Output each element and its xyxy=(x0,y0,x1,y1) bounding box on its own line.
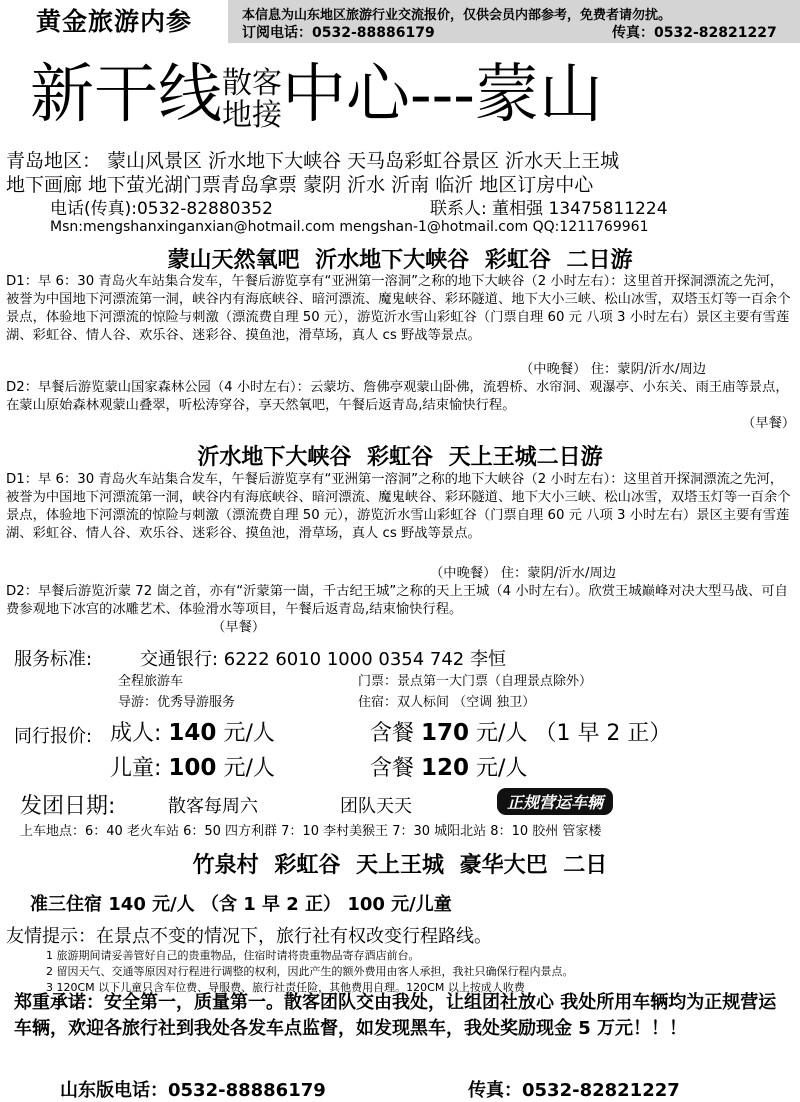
title-stack-top: 散客 xyxy=(222,65,282,101)
tour3-title: 竹泉村 彩虹谷 天上王城 豪华大巴 二日 xyxy=(192,853,608,878)
page-title xyxy=(30,55,603,135)
brand-name: 黄金旅游内参 xyxy=(0,0,228,43)
agency-im: Msn:mengshanxinganxian@hotmail.com mengshan-1@hotmail.com QQ:1211769961 xyxy=(50,219,649,235)
licensed-vehicle-badge: 正规营运车辆 xyxy=(497,788,613,815)
price-child-value: 100 xyxy=(168,755,217,781)
tour2-title: 沂水地下大峡谷 彩虹谷 天上王城二日游 xyxy=(197,445,603,470)
tour1-day2: D2：早餐后游览蒙山国家森林公园（4 小时左右）：云蒙坊、詹佛亭观蒙山卧佛，流碧桥、水帘洞、观瀑亭、小东关、雨王庙等景点，在蒙山原始森林观蒙山叠翠，听松涛穿谷，享天然氧吧，午餐后返青岛,结束愉快行程。 xyxy=(6,380,789,413)
header-banner xyxy=(0,0,800,43)
agency-services-line1: 青岛地区： 蒙山风景区 沂水地下大峡谷 天马岛彩虹谷景区 沂水天上王城 xyxy=(6,150,620,172)
price-child xyxy=(110,751,275,782)
tour1-day2-meals: （早餐） xyxy=(742,416,796,431)
price-child-meal xyxy=(370,751,527,782)
price-child-meal-unit: 元/人 xyxy=(476,756,528,781)
tour3-price: 准三住宿 140 元/人 （含 1 早 2 正） 100 元/儿童 xyxy=(30,894,452,915)
title-right: 中心---蒙山 xyxy=(282,58,603,132)
tour1-day1-meals: （中晚餐） 住：蒙阴/沂水/周边 xyxy=(520,362,707,377)
header-fax: 传真：0532-82821227 xyxy=(612,25,777,41)
price-child-meal-label: 含餐 xyxy=(370,756,415,781)
service-ticket: 门票：景点第一大门票（自理景点除外） xyxy=(358,674,593,689)
departure-team: 团队天天 xyxy=(340,796,412,817)
price-adult-meal-label: 含餐 xyxy=(370,721,415,746)
service-guide: 导游：优秀导游服务 xyxy=(118,695,236,710)
footer xyxy=(0,1076,800,1100)
price-child-unit: 元/人 xyxy=(223,756,275,781)
tour2-day2: D2：早餐后游览沂蒙 72 崮之首，亦有“沂蒙第一崮，千古纪王城”之称的天上王城（4 小时左右）。欣赏王城巅峰对决大型马战、可自费参观地下冰宫的冰雕艺术、体验滑水等项目，午餐后返青岛,结束愉快行程。 xyxy=(6,584,788,617)
title-left: 新干线 xyxy=(30,58,222,132)
price-adult-meal-unit: 元/人 xyxy=(476,721,528,746)
tour2-day2-meals: （早餐） xyxy=(212,620,266,635)
price-adult xyxy=(110,716,275,747)
tour2-day1: D1：早 6：30 青岛火车站集合发车，午餐后游览享有“亚洲第一溶洞”之称的地下大峡谷（2 小时左右）：这里首开探洞漂流之先河，被誉为中国地下河漂流第一洞，峡谷内有海底峡谷、暗河漂流、魔鬼峡谷、彩环隧道、地下大小三峡、松山冰雪，双塔玉灯等一百余个景点，体验地下河漂流的惊险与刺激（漂流费自理 50 元），游览沂水雪山彩虹谷（门票自理 60 元 八项 3 小时左右）景区主要有雪莲湖、彩虹谷、情人谷、欢乐谷、迷彩谷、摸鱼池，滑草场，真人 cs 野战等景点。 xyxy=(6,472,791,541)
service-vehicle: 全程旅游车 xyxy=(118,674,184,689)
departure-scatter: 散客每周六 xyxy=(168,796,258,817)
price-child-label: 儿童: xyxy=(110,756,162,781)
price-meal-note: （1 早 2 正） xyxy=(534,721,672,746)
tour2-day1-meals: （中晚餐） 住：蒙阴/沂水/周边 xyxy=(430,566,617,581)
agency-phone: 电话(传真):0532-82880352 xyxy=(50,199,273,219)
footer-fax: 传真：0532-82821227 xyxy=(468,1080,680,1101)
service-bank: 交通银行: 6222 6010 1000 0354 742 李恒 xyxy=(140,649,506,670)
footer-phone: 山东版电话：0532-88886179 xyxy=(60,1080,326,1101)
price-adult-label: 成人: xyxy=(110,721,162,746)
tips-title: 友情提示：在景点不变的情况下，旅行社有权改变行程路线。 xyxy=(6,926,492,947)
price-adult-meal-value: 170 xyxy=(421,720,470,746)
departure-label: 发团日期: xyxy=(20,794,116,819)
pickup-points: 上车地点：6：40 老火车站 6：50 四方利群 7：10 李村美猴王 7：30 城阳北站 8：10 胶州 管家楼 xyxy=(20,824,602,839)
tour1-title: 蒙山天然氧吧 沂水地下大峡谷 彩虹谷 二日游 xyxy=(167,248,633,273)
agency-services-line2: 地下画廊 地下萤光湖门票青岛拿票 蒙阴 沂水 沂南 临沂 地区订房中心 xyxy=(6,174,594,196)
title-stack-bottom: 地接 xyxy=(222,97,282,133)
price-adult-value: 140 xyxy=(168,720,217,746)
tour1-day1: D1：早 6：30 青岛火车站集合发车，午餐后游览享有“亚洲第一溶洞”之称的地下大峡谷（2 小时左右）：这里首开探洞漂流之先河，被誉为中国地下河漂流第一洞，峡谷内有海底峡谷、暗河漂流、魔鬼峡谷、彩环隧道、地下大小三峡、松山冰雪，双塔玉灯等一百余个景点，体验地下河漂流的惊险与刺激（漂流费自理 50 元），游览沂水雪山彩虹谷（门票自理 60 元 八项 3 小时左右）景区主要有雪莲湖、彩虹谷、情人谷、欢乐谷、迷彩谷、摸鱼池，滑草场，真人 cs 野战等景点。 xyxy=(6,274,791,343)
tip-item: 3 120CM 以下儿童只含车位费、导服费、旅行社责任险，其他费用自理。120CM 以上按成人收费 xyxy=(46,981,525,994)
price-child-meal-value: 120 xyxy=(421,755,470,781)
service-promise: 郑重承诺：安全第一，质量第一。散客团队交由我处，让组团社放心 我处所用车辆均为正规营运车辆，欢迎各旅行社到我处各发车点监督，如发现黑车，我处奖励现金 5 万元！！！ xyxy=(14,992,777,1039)
service-room: 住宿：双人标间 （空调 独卫） xyxy=(358,695,536,710)
price-adult-meal xyxy=(370,716,671,747)
tip-item: 2 留因天气、交通等原因对行程进行调整的权利，因此产生的额外费用由客人承担，我社只确保行程内景点。 xyxy=(46,965,574,978)
title-stack xyxy=(222,65,282,133)
tip-item: 1 旅游期间请妥善管好自己的贵重物品，住宿时请将贵重物品寄存酒店前台。 xyxy=(46,949,420,962)
service-label: 服务标准: xyxy=(14,649,93,670)
price-adult-unit: 元/人 xyxy=(223,721,275,746)
header-subscribe-phone: 订阅电话：0532-88886179 xyxy=(242,25,435,41)
agency-contact: 联系人: 董相强 13475811224 xyxy=(430,199,668,219)
price-label: 同行报价: xyxy=(14,726,93,747)
header-disclaimer: 本信息为山东地区旅游行业交流报价，仅供会员内部参考，免费者请勿扰。 xyxy=(242,8,672,23)
